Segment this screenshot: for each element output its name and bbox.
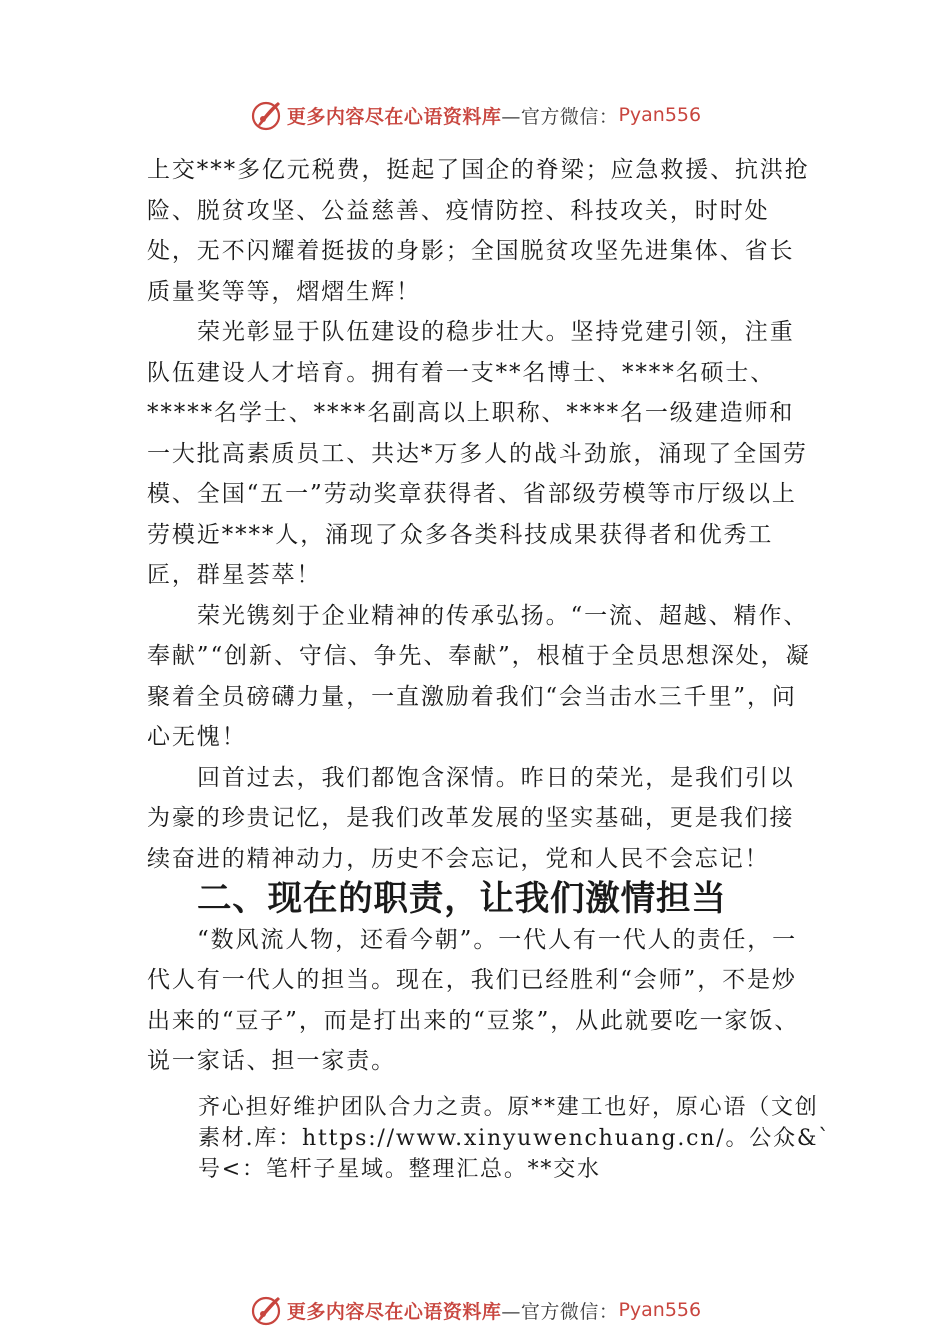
watermark-wechat-id: Pyan556 xyxy=(618,104,702,126)
document-body xyxy=(147,150,817,1082)
watermark-wechat-label: —官方微信： xyxy=(501,1300,619,1323)
paragraph-6: 齐心担好维护团队合力之责。原**建工也好，原心语（文创素材.库：https://www.xinyuwenchuang.cn/。公众&`号<：笔杆子星域。整理汇总。**交水 xyxy=(198,1095,832,1182)
paragraph-2: 荣光彰显于队伍建设的稳步壮大。坚持党建引领，注重队伍建设人才培育。拥有着一支**名博士、****名硕士、*****名学士、****名副高以上职称、****名一级建造师和一大批高素质员工、共达*万多人的战斗劲旅，涌现了全国劳模、全国“五一”劳动奖章获得者、省部级劳模等市厅级以上劳模近****人，涌现了众多各类科技成果获得者和优秀工匠，群星荟萃！ xyxy=(147,319,808,588)
watermark-wechat-label: —官方微信： xyxy=(501,105,619,128)
header-watermark xyxy=(0,95,950,135)
watermark-brand-text: 更多内容尽在心语资料库 xyxy=(286,105,502,128)
watermark-wechat-id: Pyan556 xyxy=(618,1299,702,1321)
paragraph-4: 回首过去，我们都饱含深情。昨日的荣光，是我们引以为豪的珍贵记忆，是我们改革发展的坚实基础，更是我们接续奋进的精神动力，历史不会忘记，党和人民不会忘记！ xyxy=(147,764,795,872)
watermark-brand-text: 更多内容尽在心语资料库 xyxy=(286,1300,502,1323)
footer-watermark xyxy=(0,1290,950,1330)
brush-pen-logo-icon xyxy=(249,98,283,132)
paragraph-5: “数风流人物，还看今朝”。一代人有一代人的责任，一代人有一代人的担当。现在，我们已经胜利“会师”，不是炒出来的“豆子”，而是打出来的“豆浆”，从此就要吃一家饭、说一家话、担一家责。 xyxy=(147,926,800,1074)
paragraph-1: 上交***多亿元税费，挺起了国企的脊梁；应急救援、抗洪抢险、脱贫攻坚、公益慈善、疫情防控、科技攻关，时时处处，无不闪耀着挺拔的身影；全国脱贫攻坚先进集体、省长质量奖等等，熠熠生辉！ xyxy=(147,157,810,305)
brush-pen-logo-icon xyxy=(249,1293,283,1327)
paragraph-3: 荣光镌刻于企业精神的传承弘扬。“一流、超越、精作、奉献”“创新、守信、争先、奉献”，根植于全员思想深处，凝聚着全员磅礴力量，一直激励着我们“会当击水三千里”，问心无愧！ xyxy=(147,602,811,750)
section-heading: 二、现在的职责，让我们激情担当 xyxy=(197,879,727,919)
